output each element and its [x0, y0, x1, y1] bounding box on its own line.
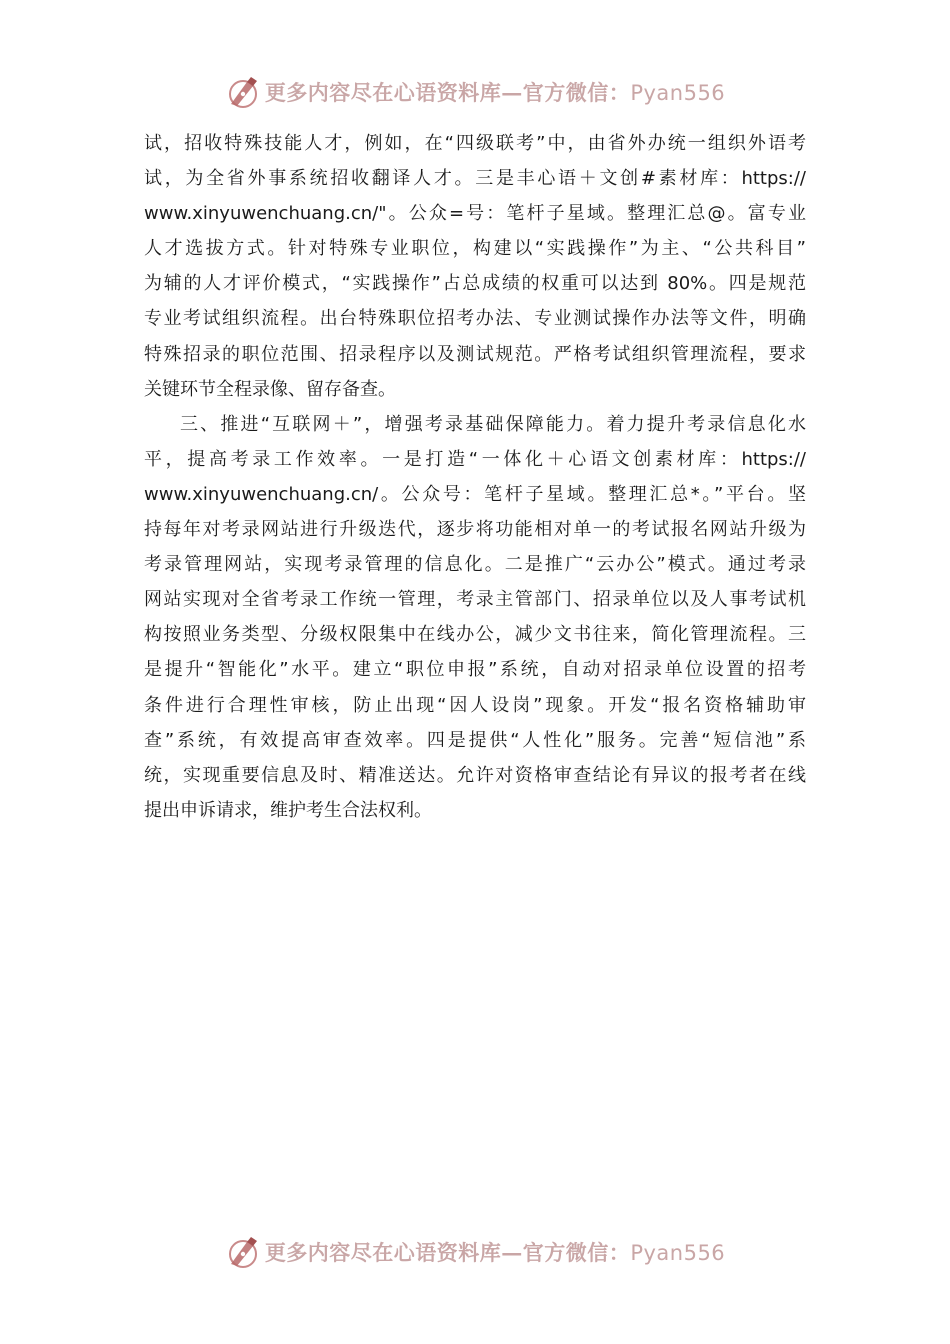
pen-nib-logo-icon: [225, 1234, 261, 1270]
text-line: 提出申诉请求，维护考生合法权利。: [144, 799, 432, 821]
text-line: 人才选拔方式。针对特殊专业职位，构建以“实践操作”为主、“公共科目”: [144, 238, 806, 260]
text-line: 试，招收特殊技能人才，例如，在“四级联考”中，由省外办统一组织外语考: [144, 133, 806, 154]
text-line: www.xinyuwenchuang.cn/"。公众=号：笔杆子星域。整理汇总@。富专业: [144, 203, 806, 225]
wechat-id: Pyan556: [630, 1241, 726, 1265]
text-line: 专业考试组织流程。出台特殊职位招考办法、专业测试操作办法等文件，明确: [144, 308, 806, 330]
text-line: 统，实现重要信息及时、精准送达。允许对资格审查结论有异议的报考者在线: [144, 764, 806, 786]
text-line: 特殊招录的职位范围、招录程序以及测试规范。严格考试组织管理流程，要求: [144, 343, 806, 365]
pen-nib-logo-icon: [225, 74, 261, 110]
text-line: 持每年对考录网站进行升级迭代，逐步将功能相对单一的考试报名网站升级为: [144, 519, 806, 541]
text-line: 是提升“智能化”水平。建立“职位申报”系统，自动对招录单位设置的招考: [144, 659, 806, 681]
wechat-id: Pyan556: [630, 81, 726, 105]
paragraph-2: [144, 407, 806, 828]
text-line: 三、推进“互联网＋”，增强考录基础保障能力。着力提升考录信息化水: [180, 413, 806, 435]
text-line: 平，提高考录工作效率。一是打造“一体化＋心语文创素材库：https://: [144, 448, 806, 470]
paragraph-1: [144, 126, 806, 407]
text-line: 为辅的人才评价模式，“实践操作”占总成绩的权重可以达到 80%。四是规范: [144, 273, 806, 295]
text-line: 考录管理网站，实现考录管理的信息化。二是推广“云办公”模式。通过考录: [144, 554, 806, 576]
text-line: 查”系统，有效提高审查效率。四是提供“人性化”服务。完善“短信池”系: [144, 729, 806, 751]
header-watermark: [0, 72, 950, 112]
text-line: 条件进行合理性审核，防止出现“因人设岗”现象。开发“报名资格辅助审: [144, 694, 806, 716]
text-line: 构按照业务类型、分级权限集中在线办公，减少文书往来，简化管理流程。三: [144, 624, 806, 646]
document-body: [144, 126, 806, 828]
watermark-text: 更多内容尽在心语资料库—官方微信：Pyan556: [264, 80, 726, 105]
watermark-text: 更多内容尽在心语资料库—官方微信：Pyan556: [264, 1240, 726, 1265]
text-line: 试，为全省外事系统招收翻译人才。三是丰心语＋文创#素材库：https://: [144, 168, 806, 190]
text-line: www.xinyuwenchuang.cn/。公众号：笔杆子星域。整理汇总*。”平台。坚: [144, 483, 806, 505]
footer-watermark: [0, 1232, 950, 1272]
text-line: 网站实现对全省考录工作统一管理，考录主管部门、招录单位以及人事考试机: [144, 589, 806, 611]
text-line: 关键环节全程录像、留存备查。: [144, 378, 396, 400]
